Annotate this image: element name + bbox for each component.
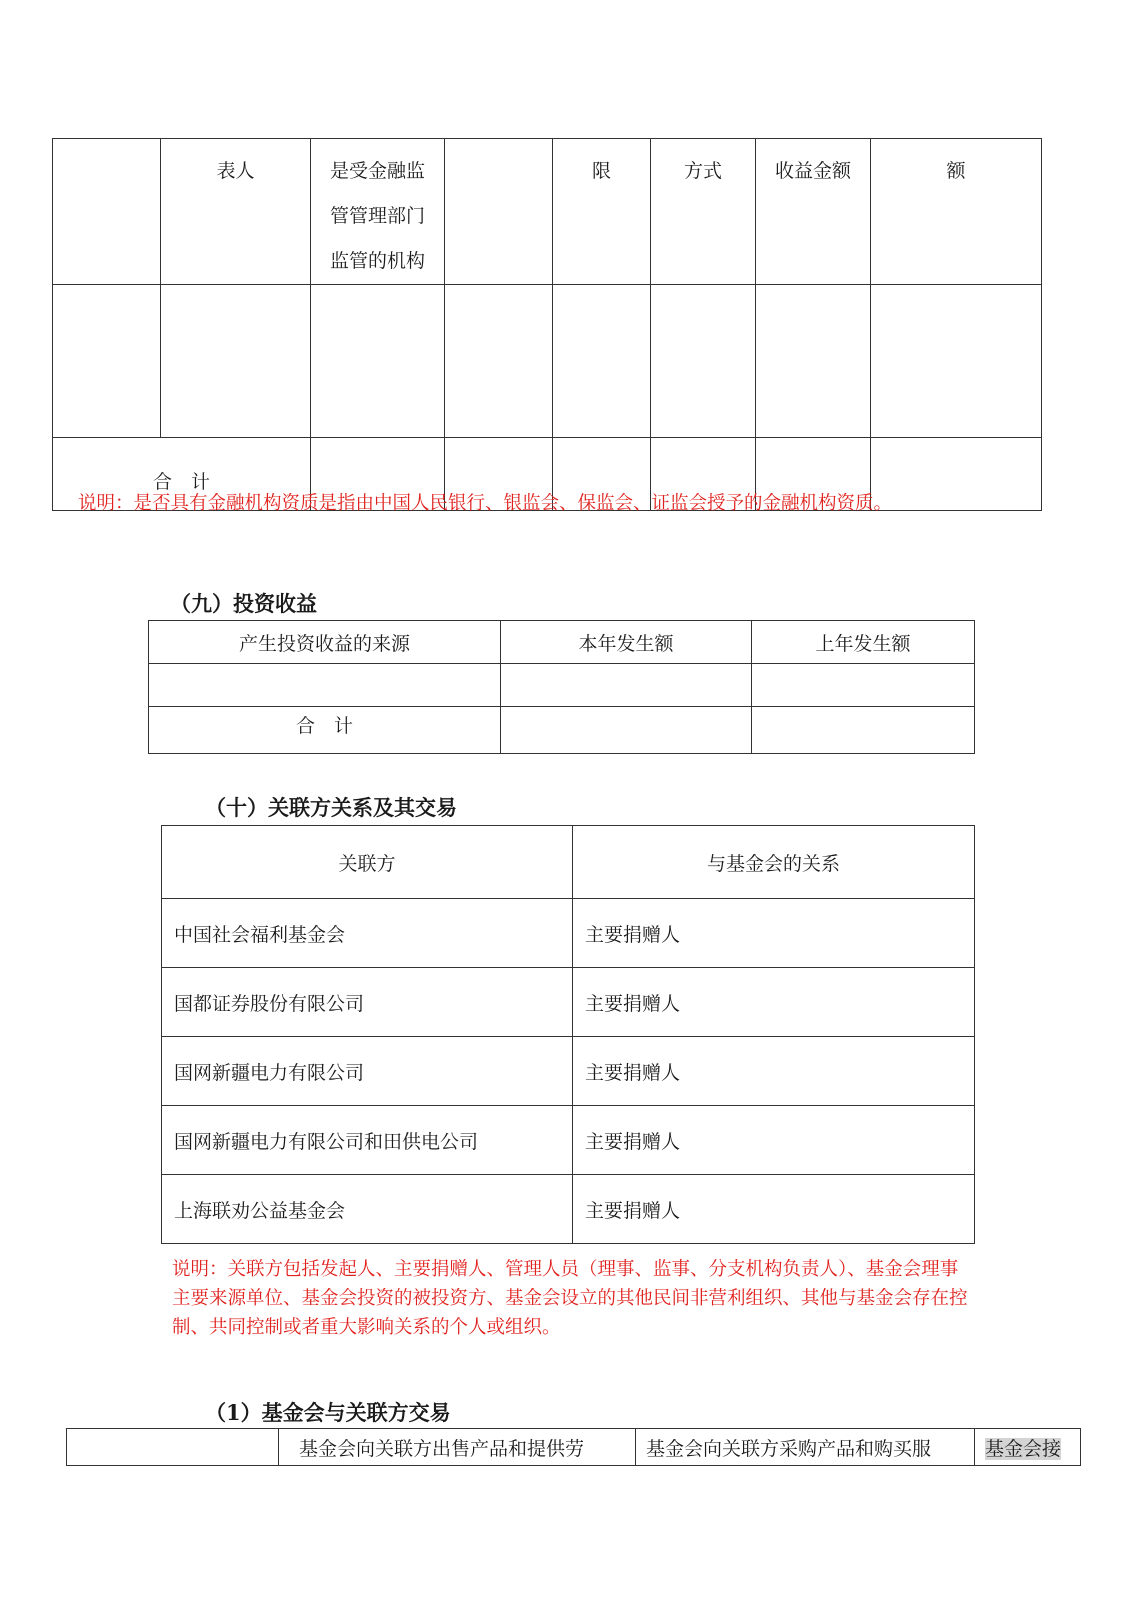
note-financial-qualification: 说明：是否具有金融机构资质是指由中国人民银行、银监会、保监会、证监会授予的金融机构资质。 bbox=[78, 493, 893, 514]
related-party-transactions-table bbox=[66, 1428, 1081, 1466]
total-row bbox=[149, 707, 975, 754]
header-cell bbox=[67, 1429, 279, 1466]
table-row bbox=[162, 1175, 975, 1244]
header-cell: 基金会向关联方出售产品和提供劳 bbox=[279, 1429, 636, 1466]
header-cell: 与基金会的关系 bbox=[573, 826, 975, 899]
header-cell-line: 管管理部门 bbox=[329, 205, 425, 227]
party-relation: 主要捐赠人 bbox=[573, 1175, 975, 1244]
header-cell bbox=[445, 139, 553, 285]
table-header-row bbox=[149, 621, 975, 664]
party-name: 国都证券股份有限公司 bbox=[162, 968, 573, 1037]
section-10-heading: （十）关联方关系及其交易 bbox=[205, 795, 457, 820]
total-label: 合 计 bbox=[149, 707, 501, 754]
party-relation: 主要捐赠人 bbox=[573, 968, 975, 1037]
table-header-row bbox=[162, 826, 975, 899]
party-relation: 主要捐赠人 bbox=[573, 1037, 975, 1106]
related-investment-table bbox=[52, 138, 1042, 511]
table-header-row bbox=[67, 1429, 1081, 1466]
header-cell: 方式 bbox=[651, 139, 756, 285]
header-cell: 限 bbox=[553, 139, 651, 285]
note-related-party-definition: 说明：关联方包括发起人、主要捐赠人、管理人员（理事、监事、分支机构负责人）、基金会理事主要来源单位、基金会投资的被投资方、基金会设立的其他民间非营利组织、其他与基金会存在控制、共同控制或者重大影响关系的个人或组织。 bbox=[172, 1259, 968, 1338]
table-row bbox=[162, 1037, 975, 1106]
party-relation: 主要捐赠人 bbox=[573, 1106, 975, 1175]
table-row bbox=[149, 664, 975, 707]
party-name: 国网新疆电力有限公司 bbox=[162, 1037, 573, 1106]
party-name: 中国社会福利基金会 bbox=[162, 899, 573, 968]
party-name: 上海联劝公益基金会 bbox=[162, 1175, 573, 1244]
party-name: 国网新疆电力有限公司和田供电公司 bbox=[162, 1106, 573, 1175]
table-row bbox=[162, 1106, 975, 1175]
header-cell: 本年发生额 bbox=[501, 621, 752, 664]
header-cell: 上年发生额 bbox=[752, 621, 975, 664]
table-header-row bbox=[53, 139, 1042, 285]
header-cell: 关联方 bbox=[162, 826, 573, 899]
header-cell: 表人 bbox=[161, 139, 311, 285]
section-9-heading: （九）投资收益 bbox=[170, 591, 317, 616]
highlighted-text: 基金会接 bbox=[985, 1437, 1062, 1460]
investment-income-table bbox=[148, 620, 975, 754]
related-party-table bbox=[161, 825, 975, 1244]
header-cell bbox=[975, 1429, 1081, 1466]
party-relation: 主要捐赠人 bbox=[573, 899, 975, 968]
header-cell-line: 监管的机构 bbox=[329, 250, 425, 272]
header-cell bbox=[53, 139, 161, 285]
header-cell: 额 bbox=[871, 139, 1042, 285]
header-cell-line: 是受金融监 bbox=[329, 160, 425, 182]
header-cell bbox=[311, 139, 445, 285]
table-row bbox=[162, 968, 975, 1037]
header-cell: 收益金额 bbox=[756, 139, 871, 285]
header-cell: 基金会向关联方采购产品和购买服 bbox=[636, 1429, 975, 1466]
total-label: 合 计 bbox=[53, 438, 311, 511]
header-cell: 产生投资收益的来源 bbox=[149, 621, 501, 664]
table-row bbox=[162, 899, 975, 968]
subsection-1-heading: （1）基金会与关联方交易 bbox=[205, 1400, 451, 1425]
table-row bbox=[53, 285, 1042, 438]
